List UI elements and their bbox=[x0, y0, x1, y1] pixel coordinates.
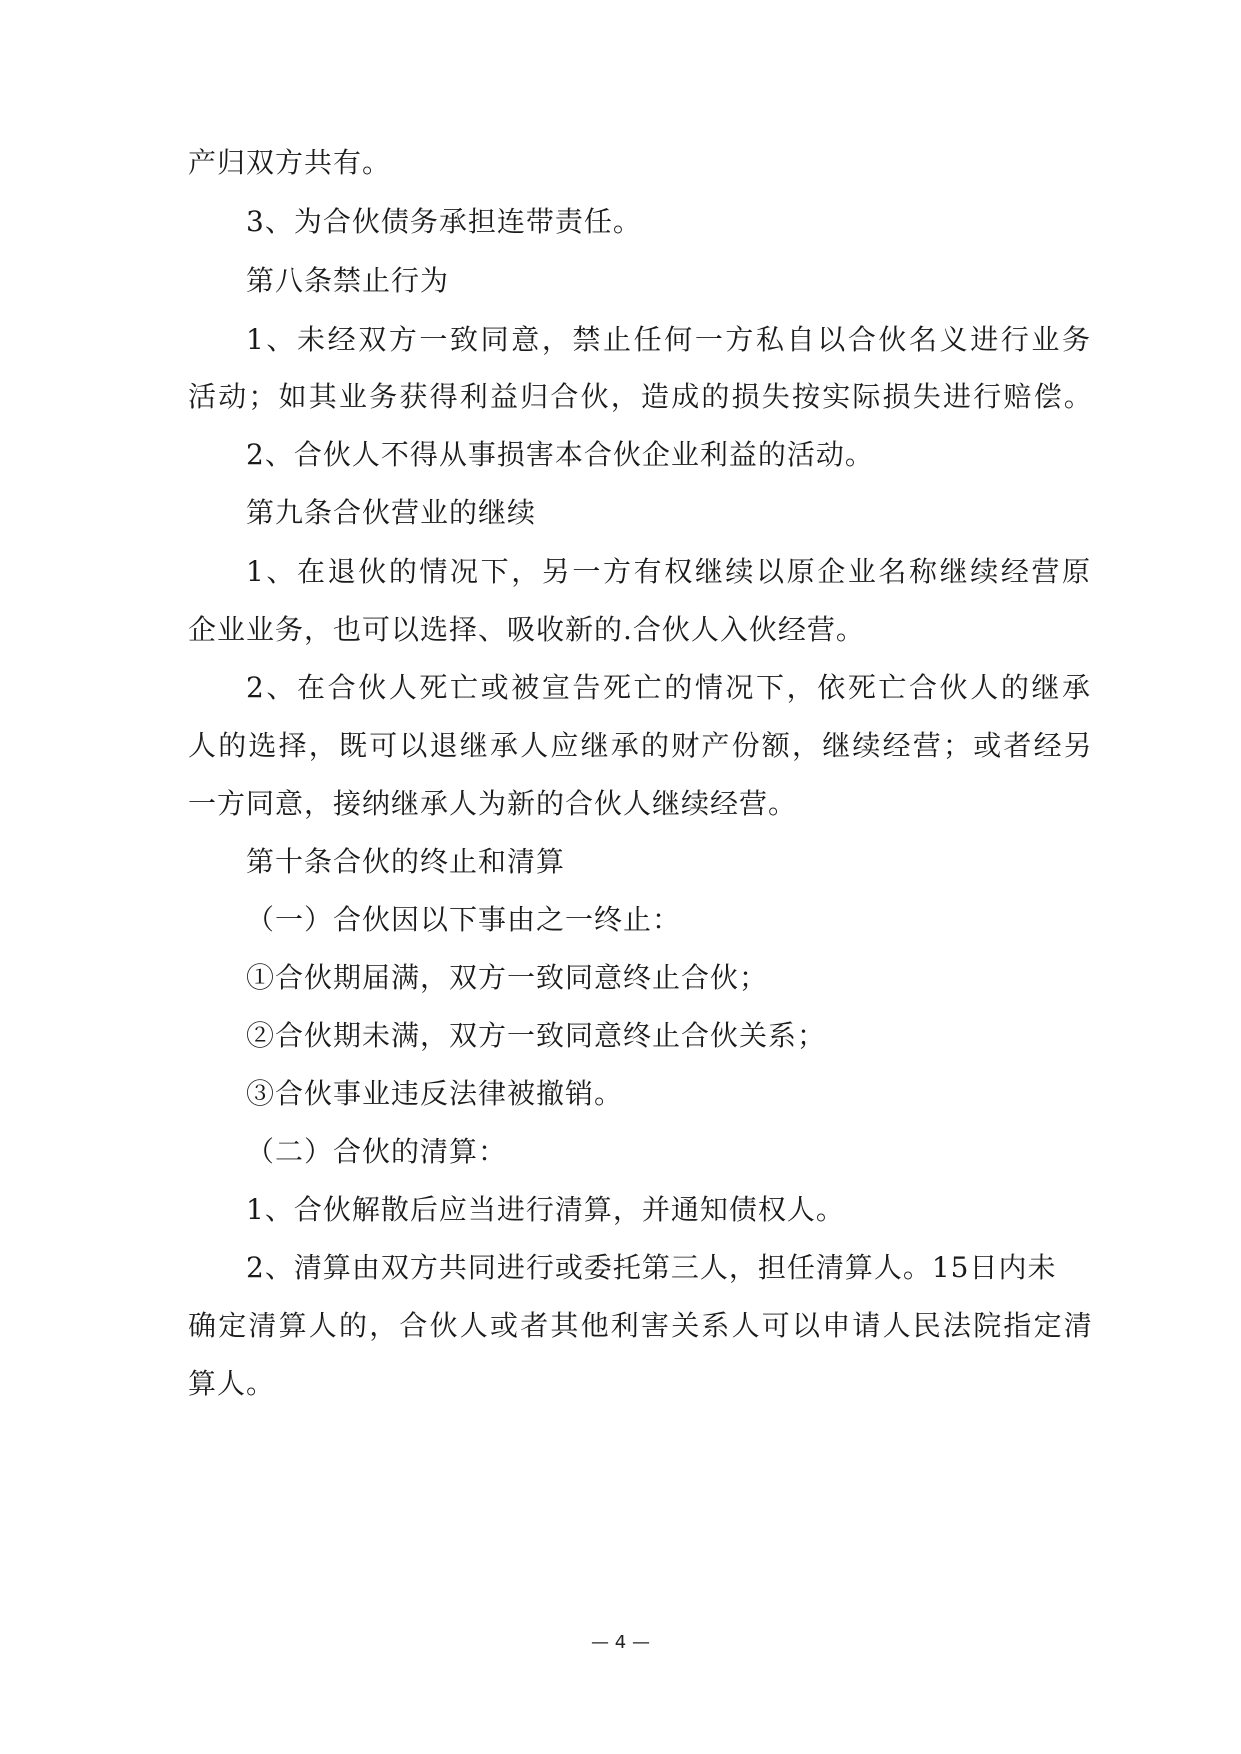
paragraph-line: 一方同意，接纳继承人为新的合伙人继续经营。 bbox=[188, 787, 798, 820]
section-heading: 第九条合伙营业的继续 bbox=[246, 496, 537, 529]
paragraph-line: 2、在合伙人死亡或被宣告死亡的情况下，依死亡合伙人的继承 bbox=[246, 671, 1093, 704]
section-heading: 第八条禁止行为 bbox=[246, 264, 450, 297]
paragraph-line: 1、合伙解散后应当进行清算，并通知债权人。 bbox=[246, 1193, 845, 1226]
paragraph-line: 2、合伙人不得从事损害本合伙企业利益的活动。 bbox=[246, 438, 874, 471]
paragraph-line: （二）合伙的清算： bbox=[246, 1135, 508, 1168]
paragraph-line: 产归双方共有。 bbox=[188, 146, 392, 179]
paragraph-line: 2、清算由双方共同进行或委托第三人，担任清算人。15日内未 bbox=[246, 1251, 1057, 1284]
paragraph-line: 企业业务，也可以选择、吸收新的.合伙人入伙经营。 bbox=[188, 613, 865, 646]
paragraph-line: 1、未经双方一致同意，禁止任何一方私自以合伙名义进行业务 bbox=[246, 323, 1093, 356]
section-heading: 第十条合伙的终止和清算 bbox=[246, 845, 566, 878]
page-number: — 4 — bbox=[591, 1632, 650, 1653]
paragraph-line: 人的选择，既可以退继承人应继承的财产份额，继续经营；或者经另 bbox=[188, 729, 1095, 762]
paragraph-line: 活动；如其业务获得利益归合伙，造成的损失按实际损失进行赔偿。 bbox=[188, 380, 1095, 413]
paragraph-line: （一）合伙因以下事由之一终止： bbox=[246, 903, 682, 936]
paragraph-line: 3、为合伙债务承担连带责任。 bbox=[246, 205, 642, 238]
list-item: ①合伙期届满，双方一致同意终止合伙； bbox=[246, 961, 769, 994]
list-item: ③合伙事业违反法律被撤销。 bbox=[246, 1077, 624, 1110]
paragraph-line: 1、在退伙的情况下，另一方有权继续以原企业名称继续经营原 bbox=[246, 555, 1093, 588]
list-item: ②合伙期未满，双方一致同意终止合伙关系； bbox=[246, 1019, 827, 1052]
paragraph-line: 算人。 bbox=[188, 1367, 276, 1400]
paragraph-line: 确定清算人的，合伙人或者其他利害关系人可以申请人民法院指定清 bbox=[188, 1309, 1095, 1342]
